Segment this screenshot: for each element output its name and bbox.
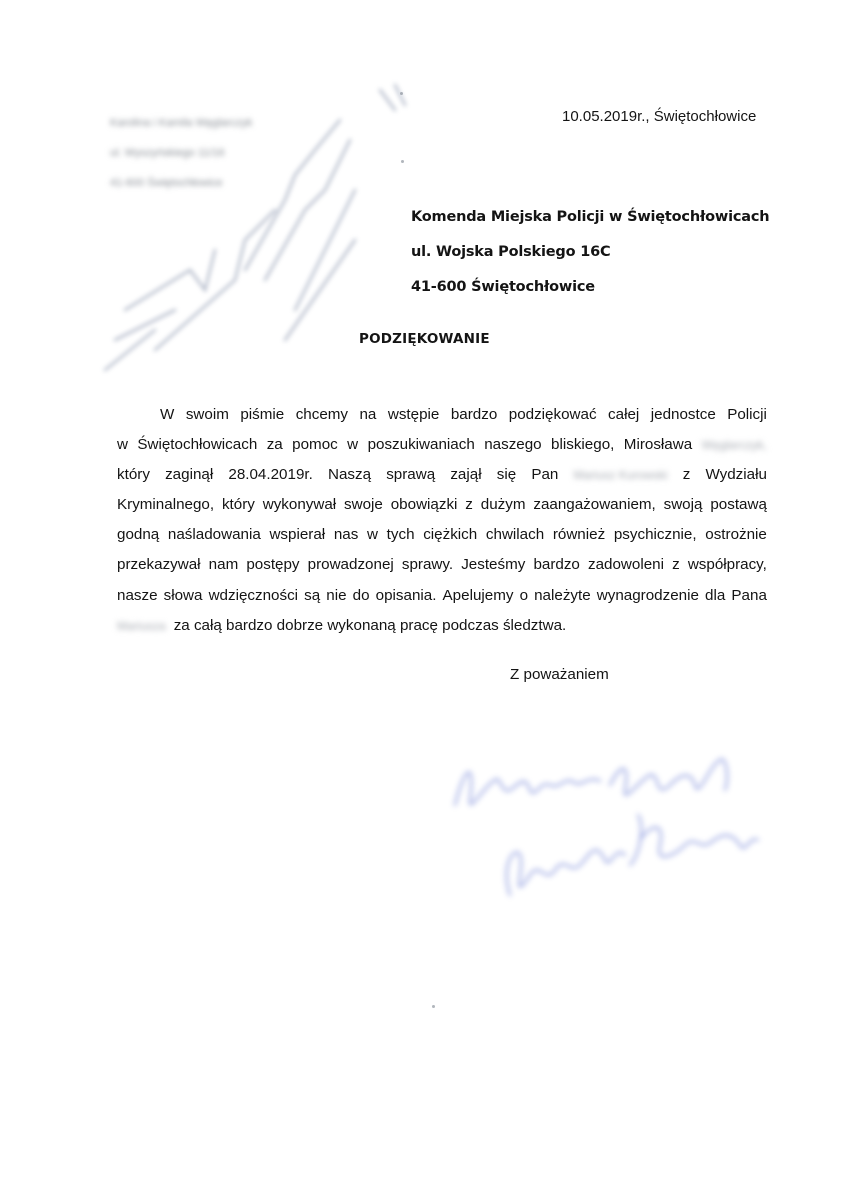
body-word: bardzo <box>450 406 498 423</box>
body-word: Jesteśmy <box>461 556 526 574</box>
body-word: który <box>117 466 150 484</box>
body-word: w <box>117 436 128 454</box>
redacted-first-name: Mariusza <box>117 618 166 633</box>
body-word: swoją <box>663 496 703 514</box>
body-word: jednostce <box>650 406 716 423</box>
body-line <box>117 460 767 490</box>
body-word: nas <box>333 526 359 544</box>
body-word: są <box>304 586 321 604</box>
body-word: pomoc <box>292 436 338 454</box>
body-word: zadowoleni <box>588 556 664 574</box>
scan-speck <box>401 160 404 163</box>
body-word: postępy <box>246 556 300 574</box>
redacted-officer-name: Mariusz Kurowski <box>573 468 668 483</box>
body-word: swoje <box>344 496 383 514</box>
recipient-address <box>411 200 769 305</box>
body-word: również <box>552 526 606 544</box>
body-word: dużym <box>480 496 526 514</box>
body-word: Apelujemy <box>442 586 514 604</box>
body-word: godną <box>117 526 160 544</box>
body-word: chcemy <box>295 406 349 423</box>
body-word: dla <box>705 586 726 604</box>
body-word: psychicznie, <box>613 526 697 544</box>
body-line <box>117 430 767 460</box>
body-word: wspierał <box>269 526 326 544</box>
body-word: naśladowania <box>167 526 261 544</box>
body-word: wdzięczności <box>208 586 299 604</box>
body-word: Policji <box>727 406 767 423</box>
body-word: opisania. <box>375 586 437 604</box>
body-word: w <box>347 436 359 454</box>
date-location: 10.05.2019r., Świętochłowice <box>562 108 757 125</box>
body-word: Pana <box>731 586 767 604</box>
body-word: tych <box>386 526 415 544</box>
scan-speck <box>432 1005 435 1008</box>
body-word: w <box>367 526 378 544</box>
recipient-street: ul. Wojska Polskiego 16C <box>411 244 611 260</box>
sender-line: Karolina i Kamila Węglarczyk <box>110 117 253 129</box>
body-word: wykonywał <box>262 496 337 514</box>
body-word: naszego <box>484 436 542 454</box>
body-line <box>117 520 767 550</box>
body-word: na <box>359 406 377 423</box>
body-word: bardzo <box>533 556 580 574</box>
body-word: Naszą <box>327 466 372 484</box>
body-word: sprawy. <box>401 556 454 574</box>
body-word: Kryminalnego, <box>117 496 215 514</box>
body-text-tail: za całą bardzo dobrze wykonaną pracę podczas śledztwa. <box>173 616 567 634</box>
body-word: chwilach <box>485 526 545 544</box>
scan-speck <box>400 92 403 95</box>
body-line <box>117 581 767 611</box>
recipient-city: 41-600 Świętochłowice <box>411 279 595 295</box>
handwritten-signature <box>440 745 770 920</box>
body-word: Mirosława <box>623 436 693 454</box>
letter-body <box>117 400 767 641</box>
body-word: przekazywał <box>117 556 201 574</box>
body-word: współpracy, <box>687 556 767 574</box>
body-word: prowadzonej <box>307 556 394 574</box>
body-word: o <box>519 586 529 604</box>
body-word: nasze <box>117 586 158 604</box>
body-word: W <box>160 406 175 423</box>
body-word: Wydziału <box>705 466 767 484</box>
body-word: należyte <box>534 586 591 604</box>
body-word: z <box>672 556 680 574</box>
body-word: zaginął <box>165 466 214 484</box>
body-word: 28.04.2019r. <box>228 466 313 484</box>
body-word: do <box>352 586 370 604</box>
body-word: swoim <box>185 406 229 423</box>
body-word: Świętochłowicach <box>137 436 258 454</box>
body-word: który <box>221 496 255 514</box>
sender-line: 41-600 Świętochłowice <box>110 177 223 189</box>
document-title: PODZIĘKOWANIE <box>359 331 490 347</box>
body-word: z <box>465 496 473 514</box>
body-word: się <box>496 466 517 484</box>
body-line <box>117 550 767 580</box>
body-word: za <box>266 436 283 454</box>
recipient-name: Komenda Miejska Policji w Świętochłowicach <box>411 209 770 225</box>
body-line <box>117 490 767 520</box>
body-word: wstępie <box>387 406 440 423</box>
body-line <box>117 611 767 641</box>
body-word: obowiązki <box>390 496 458 514</box>
body-word: zaangażowaniem, <box>533 496 656 514</box>
redacted-surname: Węglarczyk, <box>701 438 767 453</box>
body-word: całej <box>608 406 640 423</box>
body-word: wynagrodzenie <box>596 586 699 604</box>
body-word: podziękować <box>508 406 597 423</box>
body-line <box>117 400 767 430</box>
body-word: nie <box>326 586 347 604</box>
body-word: ostrożnie <box>705 526 767 544</box>
body-word: piśmie <box>240 406 285 423</box>
body-word: z <box>682 466 691 484</box>
body-word: ciężkich <box>423 526 478 544</box>
body-word: postawą <box>710 496 767 514</box>
body-word: zajął <box>450 466 482 484</box>
body-word: słowa <box>163 586 203 604</box>
body-word: nam <box>208 556 239 574</box>
body-word: Pan <box>531 466 559 484</box>
body-word: sprawą <box>386 466 436 484</box>
sender-line: ul. Wyszyńskiego 11/16 <box>110 147 225 159</box>
body-word: poszukiwaniach <box>367 436 475 454</box>
closing-salutation: Z poważaniem <box>510 666 609 683</box>
body-word: bliskiego, <box>551 436 615 454</box>
